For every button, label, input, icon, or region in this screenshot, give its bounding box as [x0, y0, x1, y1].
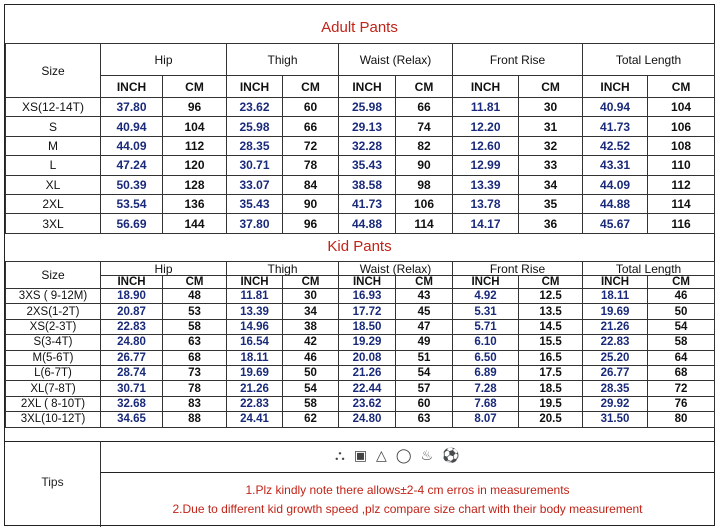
value-cell: 32.28	[339, 136, 396, 155]
value-cell: 47	[396, 319, 453, 334]
value-cell: 13.78	[453, 194, 519, 213]
value-cell: 53	[163, 304, 227, 319]
value-cell: 13.5	[519, 304, 583, 319]
unit-header: INCH	[339, 276, 396, 289]
value-cell: 96	[283, 214, 339, 233]
size-cell: S(3-4T)	[6, 335, 101, 350]
value-cell: 78	[283, 156, 339, 175]
value-cell: 60	[396, 396, 453, 411]
iron-icon: ♨	[420, 447, 434, 463]
tumble-dry-icon: ▣	[353, 447, 368, 463]
value-cell: 106	[648, 117, 715, 136]
value-cell: 50	[283, 365, 339, 380]
value-cell: 28.35	[227, 136, 283, 155]
value-cell: 32.68	[101, 396, 163, 411]
value-cell: 12.99	[453, 156, 519, 175]
value-cell: 57	[396, 381, 453, 396]
value-cell: 25.98	[227, 117, 283, 136]
value-cell: 98	[396, 175, 453, 194]
value-cell: 6.10	[453, 335, 519, 350]
value-cell: 13.39	[453, 175, 519, 194]
value-cell: 29.13	[339, 117, 396, 136]
size-cell: 2XS(1-2T)	[6, 304, 101, 319]
value-cell: 30	[519, 98, 583, 117]
value-cell: 25.98	[339, 98, 396, 117]
value-cell: 120	[163, 156, 227, 175]
value-cell: 12.20	[453, 117, 519, 136]
value-cell: 22.83	[101, 319, 163, 334]
value-cell: 32	[519, 136, 583, 155]
unit-header: CM	[519, 76, 583, 98]
value-cell: 49	[396, 335, 453, 350]
table-row	[6, 289, 715, 304]
value-cell: 50.39	[101, 175, 163, 194]
value-cell: 17.5	[519, 365, 583, 380]
size-cell: L(6-7T)	[6, 365, 101, 380]
adult-size-table	[5, 43, 715, 234]
unit-header: INCH	[453, 276, 519, 289]
value-cell: 84	[283, 175, 339, 194]
value-cell: 83	[163, 396, 227, 411]
value-cell: 44.88	[339, 214, 396, 233]
value-cell: 16.5	[519, 350, 583, 365]
value-cell: 26.77	[101, 350, 163, 365]
value-cell: 24.41	[227, 412, 283, 427]
value-cell: 33.07	[227, 175, 283, 194]
value-cell: 96	[163, 98, 227, 117]
group-header: Total Length	[583, 44, 715, 76]
table-row	[6, 412, 715, 427]
unit-header: CM	[519, 276, 583, 289]
divider	[100, 472, 714, 473]
value-cell: 47.24	[101, 156, 163, 175]
value-cell: 28.35	[583, 381, 648, 396]
value-cell: 7.68	[453, 396, 519, 411]
value-cell: 16.54	[227, 335, 283, 350]
unit-header: INCH	[583, 76, 648, 98]
value-cell: 5.71	[453, 319, 519, 334]
size-cell: M	[6, 136, 101, 155]
value-cell: 15.5	[519, 335, 583, 350]
group-header: Total Length	[583, 262, 715, 276]
value-cell: 33	[519, 156, 583, 175]
value-cell: 31	[519, 117, 583, 136]
value-cell: 34	[283, 304, 339, 319]
value-cell: 108	[648, 136, 715, 155]
value-cell: 90	[396, 156, 453, 175]
value-cell: 56.69	[101, 214, 163, 233]
value-cell: 112	[163, 136, 227, 155]
group-header: Hip	[101, 44, 227, 76]
divider	[5, 441, 714, 442]
value-cell: 23.62	[227, 98, 283, 117]
unit-header: INCH	[583, 276, 648, 289]
group-header: Front Rise	[453, 44, 583, 76]
table-row	[6, 335, 715, 350]
table-row	[6, 136, 715, 155]
group-header: Thigh	[227, 44, 339, 76]
value-cell: 30	[283, 289, 339, 304]
kid-size-table	[5, 261, 715, 428]
value-cell: 38.58	[339, 175, 396, 194]
value-cell: 60	[283, 98, 339, 117]
value-cell: 34.65	[101, 412, 163, 427]
table-row	[6, 319, 715, 334]
value-cell: 41.73	[339, 194, 396, 213]
value-cell: 21.26	[339, 365, 396, 380]
adult-title: Adult Pants	[321, 19, 398, 36]
table-row	[6, 98, 715, 117]
value-cell: 68	[163, 350, 227, 365]
table-row	[6, 194, 715, 213]
value-cell: 116	[648, 214, 715, 233]
tips-label: Tips	[41, 475, 64, 489]
value-cell: 14.96	[227, 319, 283, 334]
value-cell: 73	[163, 365, 227, 380]
table-row	[6, 117, 715, 136]
value-cell: 37.80	[101, 98, 163, 117]
value-cell: 110	[648, 156, 715, 175]
value-cell: 66	[283, 117, 339, 136]
size-cell: L	[6, 156, 101, 175]
value-cell: 82	[396, 136, 453, 155]
table-row	[6, 156, 715, 175]
value-cell: 58	[648, 335, 715, 350]
unit-header: INCH	[453, 76, 519, 98]
group-header: Thigh	[227, 262, 339, 276]
size-cell: M(5-6T)	[6, 350, 101, 365]
value-cell: 136	[163, 194, 227, 213]
size-header: Size	[6, 262, 101, 289]
value-cell: 43	[396, 289, 453, 304]
value-cell: 19.29	[339, 335, 396, 350]
value-cell: 76	[648, 396, 715, 411]
value-cell: 41.73	[583, 117, 648, 136]
value-cell: 7.28	[453, 381, 519, 396]
value-cell: 43.31	[583, 156, 648, 175]
value-cell: 54	[283, 381, 339, 396]
size-cell: XL(7-8T)	[6, 381, 101, 396]
value-cell: 37.80	[227, 214, 283, 233]
size-cell: 3XL	[6, 214, 101, 233]
unit-header: CM	[163, 276, 227, 289]
value-cell: 64	[648, 350, 715, 365]
value-cell: 17.72	[339, 304, 396, 319]
value-cell: 21.26	[583, 319, 648, 334]
value-cell: 63	[396, 412, 453, 427]
value-cell: 50	[648, 304, 715, 319]
value-cell: 62	[283, 412, 339, 427]
value-cell: 44.09	[583, 175, 648, 194]
tip-line-1: 1.Plz kindly note there allows±2-4 cm erros in measurements	[245, 483, 570, 497]
value-cell: 40.94	[101, 117, 163, 136]
value-cell: 44.88	[583, 194, 648, 213]
value-cell: 112	[648, 175, 715, 194]
value-cell: 12.5	[519, 289, 583, 304]
value-cell: 63	[163, 335, 227, 350]
value-cell: 14.5	[519, 319, 583, 334]
value-cell: 45.67	[583, 214, 648, 233]
value-cell: 16.93	[339, 289, 396, 304]
unit-header: CM	[163, 76, 227, 98]
value-cell: 114	[396, 214, 453, 233]
unit-header: CM	[283, 276, 339, 289]
value-cell: 14.17	[453, 214, 519, 233]
size-cell: XS(12-14T)	[6, 98, 101, 117]
value-cell: 11.81	[227, 289, 283, 304]
value-cell: 51	[396, 350, 453, 365]
size-chart	[4, 4, 715, 526]
size-cell: XL	[6, 175, 101, 194]
table-row	[6, 381, 715, 396]
value-cell: 21.26	[227, 381, 283, 396]
size-cell: S	[6, 117, 101, 136]
table-row	[6, 304, 715, 319]
size-cell: 2XL ( 8-10T)	[6, 396, 101, 411]
group-header: Waist (Relax)	[339, 262, 453, 276]
group-header: Hip	[101, 262, 227, 276]
value-cell: 19.69	[227, 365, 283, 380]
value-cell: 35.43	[339, 156, 396, 175]
value-cell: 30.71	[101, 381, 163, 396]
value-cell: 74	[396, 117, 453, 136]
value-cell: 88	[163, 412, 227, 427]
size-cell: XS(2-3T)	[6, 319, 101, 334]
value-cell: 144	[163, 214, 227, 233]
table-row	[6, 350, 715, 365]
size-cell: 3XS ( 9-12M)	[6, 289, 101, 304]
unit-header: INCH	[339, 76, 396, 98]
value-cell: 58	[163, 319, 227, 334]
table-row	[6, 214, 715, 233]
value-cell: 30.71	[227, 156, 283, 175]
value-cell: 34	[519, 175, 583, 194]
value-cell: 18.11	[583, 289, 648, 304]
value-cell: 24.80	[101, 335, 163, 350]
value-cell: 46	[648, 289, 715, 304]
value-cell: 4.92	[453, 289, 519, 304]
value-cell: 22.83	[227, 396, 283, 411]
value-cell: 68	[648, 365, 715, 380]
value-cell: 22.44	[339, 381, 396, 396]
unit-header: CM	[648, 76, 715, 98]
care-icons	[335, 447, 460, 465]
value-cell: 48	[163, 289, 227, 304]
value-cell: 128	[163, 175, 227, 194]
tip-line-2: 2.Due to different kid growth speed ,plz compare size chart with their body measurement	[172, 502, 643, 516]
value-cell: 18.90	[101, 289, 163, 304]
value-cell: 44.09	[101, 136, 163, 155]
size-header: Size	[6, 44, 101, 98]
dry-clean-icon: ◯	[395, 447, 412, 463]
table-row	[6, 365, 715, 380]
value-cell: 54	[648, 319, 715, 334]
value-cell: 12.60	[453, 136, 519, 155]
unit-header: INCH	[227, 76, 283, 98]
value-cell: 36	[519, 214, 583, 233]
shirt-icon: ⚽	[442, 447, 460, 463]
value-cell: 54	[396, 365, 453, 380]
value-cell: 80	[648, 412, 715, 427]
value-cell: 78	[163, 381, 227, 396]
value-cell: 53.54	[101, 194, 163, 213]
wash-basin-icon: ⛬	[335, 447, 345, 463]
value-cell: 38	[283, 319, 339, 334]
value-cell: 35	[519, 194, 583, 213]
value-cell: 20.08	[339, 350, 396, 365]
value-cell: 104	[648, 98, 715, 117]
value-cell: 72	[648, 381, 715, 396]
table-row	[6, 175, 715, 194]
value-cell: 28.74	[101, 365, 163, 380]
unit-header: CM	[396, 76, 453, 98]
value-cell: 18.50	[339, 319, 396, 334]
value-cell: 24.80	[339, 412, 396, 427]
value-cell: 58	[283, 396, 339, 411]
value-cell: 5.31	[453, 304, 519, 319]
unit-header: INCH	[101, 76, 163, 98]
value-cell: 104	[163, 117, 227, 136]
value-cell: 6.50	[453, 350, 519, 365]
unit-header: INCH	[101, 276, 163, 289]
unit-header: CM	[283, 76, 339, 98]
value-cell: 18.11	[227, 350, 283, 365]
value-cell: 114	[648, 194, 715, 213]
value-cell: 45	[396, 304, 453, 319]
value-cell: 35.43	[227, 194, 283, 213]
kid-title: Kid Pants	[327, 238, 392, 255]
size-cell: 3XL(10-12T)	[6, 412, 101, 427]
group-header: Front Rise	[453, 262, 583, 276]
value-cell: 22.83	[583, 335, 648, 350]
unit-header: CM	[648, 276, 715, 289]
value-cell: 66	[396, 98, 453, 117]
value-cell: 11.81	[453, 98, 519, 117]
value-cell: 46	[283, 350, 339, 365]
value-cell: 13.39	[227, 304, 283, 319]
table-row	[6, 396, 715, 411]
value-cell: 29.92	[583, 396, 648, 411]
value-cell: 90	[283, 194, 339, 213]
value-cell: 72	[283, 136, 339, 155]
unit-header: INCH	[227, 276, 283, 289]
value-cell: 8.07	[453, 412, 519, 427]
value-cell: 20.87	[101, 304, 163, 319]
value-cell: 25.20	[583, 350, 648, 365]
value-cell: 23.62	[339, 396, 396, 411]
group-header: Waist (Relax)	[339, 44, 453, 76]
unit-header: CM	[396, 276, 453, 289]
value-cell: 40.94	[583, 98, 648, 117]
value-cell: 19.5	[519, 396, 583, 411]
value-cell: 18.5	[519, 381, 583, 396]
value-cell: 20.5	[519, 412, 583, 427]
value-cell: 26.77	[583, 365, 648, 380]
value-cell: 106	[396, 194, 453, 213]
no-bleach-icon: △	[376, 447, 387, 463]
value-cell: 19.69	[583, 304, 648, 319]
value-cell: 42.52	[583, 136, 648, 155]
value-cell: 42	[283, 335, 339, 350]
value-cell: 31.50	[583, 412, 648, 427]
size-cell: 2XL	[6, 194, 101, 213]
value-cell: 6.89	[453, 365, 519, 380]
